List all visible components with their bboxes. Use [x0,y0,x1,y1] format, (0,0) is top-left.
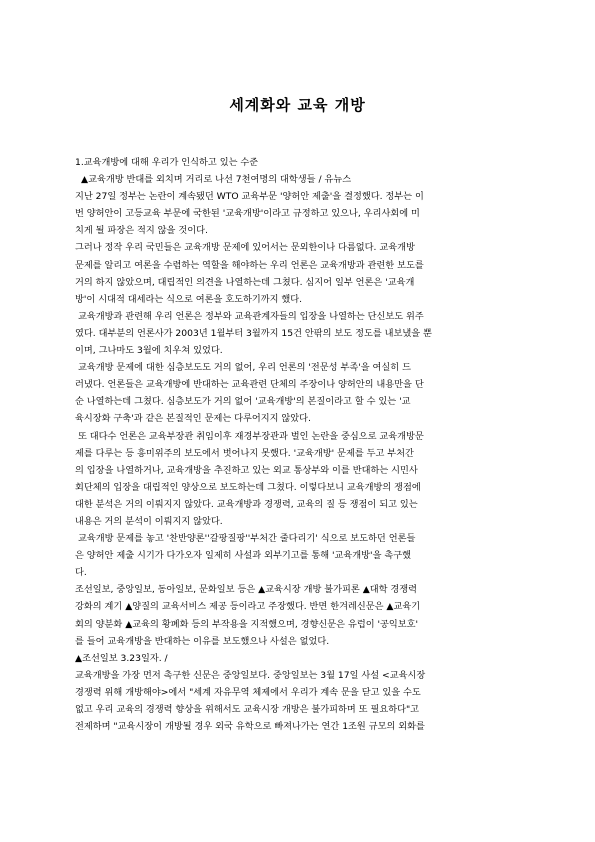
text-line: 회의 양분화 ▲교육의 황폐화 등의 부작용을 지적했으며, 경향신문은 유럽이 '공익보호' [75,618,419,630]
text-line: ▲교육개방 반대를 외치며 거리로 나선 7천여명의 대학생들 / 유뉴스 [81,174,352,186]
text-line: 경쟁력 위해 개방해야>에서 "세계 자유무역 체제에서 우리가 계속 문을 닫고 있을 수도 [75,686,421,698]
text-line: 순 나열하는데 그쳤다. 심층보도가 거의 없어 '교육개방'의 본질이라고 할 수 있는 '교 [75,396,411,408]
text-line: 교육개방 문제를 놓고 '찬반양론''갈팡질팡''부처간 줄다리기' 식으로 보도하던 언론들 [78,533,416,545]
text-line: 교육개방을 가장 먼저 촉구한 신문은 중앙일보다. 중앙일보는 3월 17일 사설 <교육시장 [75,669,426,681]
text-line: 또 대다수 언론은 교육부장관 취임이후 재경부장관과 벌인 논란을 중심으로 교육개방문 [78,430,424,442]
text-line: 러냈다. 언론들은 교육개방에 반대하는 교육관련 단체의 주장이나 양허안의 내용만을 단 [75,379,424,391]
text-line: 지난 27일 정부는 논란이 계속됐던 WTO 교육부문 '양허안 제출'을 결정했다. 정부는 이 [75,191,424,203]
text-line: 은 양허안 제출 시기가 다가오자 일제히 사설과 외부기고를 통해 '교육개방'을 촉구했 [75,550,412,562]
text-line: ▲조선일보 3.23일자. / [75,652,168,664]
text-line: 를 들어 교육개방을 반대하는 이유를 보도했으나 사설은 없었다. [75,635,330,647]
text-line: 전제하며 "교육시장이 개방될 경우 외국 유학으로 빠져나가는 연간 1조원 규모의 외화를 [75,721,425,733]
text-line: 번 양허안이 고등교육 부문에 국한된 '교육개방'이라고 규정하고 있으나, 우리사회에 미 [75,208,420,220]
text-line: 없고 우리 교육의 경쟁력 향상을 위해서도 교육시장 개방은 불가피하며 또 필요하다"고 [75,704,420,715]
text-line: 회단체의 입장을 대립적인 양상으로 보도하는데 그쳤다. 이렇다보니 교육개방의 쟁점에 [75,481,421,493]
text-line: 거의 하지 않았으며, 대립적인 의견을 나열하는데 그쳤다. 심지어 일부 언론은 '교육개 [75,276,415,288]
text-line: 내용은 거의 분석이 이뤄지지 않았다. [75,515,223,527]
document-title: 세계화와 교육 개방 [229,96,366,114]
text-line: 제를 다루는 등 흥미위주의 보도에서 벗어나지 못했다. '교육개방' 문제를 두고 부처간 [75,447,414,459]
text-line: 방'이 시대적 대세라는 식으로 여론을 호도하기까지 했다. [75,293,303,305]
text-line: 조선일보, 중앙일보, 동아일보, 문화일보 등은 ▲교육시장 개방 불가피론 ▲대학 경쟁력 [75,584,418,596]
text-line: 교육개방 문제에 대한 심층보도도 거의 없어, 우리 언론의 '전문성 부족'을 여실히 드 [78,362,411,374]
text-line: 다. [75,567,87,579]
text-line: 이며, 그나마도 3월에 치우쳐 있었다. [75,345,223,357]
document-body [75,154,525,735]
text-line: 의 입장을 나열하거나, 교육개방을 추진하고 있는 외교 통상부와 이를 반대하는 시민사 [75,464,418,476]
text-line: 육시장화 구축'과 같은 본질적인 문제는 다루어지지 않았다. [75,413,311,425]
text-line: 였다. 대부분의 언론사가 2003년 1월부터 3월까지 15건 안팎의 보도 정도를 내보냈을 뿐 [75,327,432,339]
text-line: 치게 될 파장은 적지 않을 것이다. [75,225,208,237]
text-line: 강화의 계기 ▲양질의 교육서비스 제공 등이라고 주장했다. 반면 한겨레신문은 ▲교육기 [75,601,421,613]
text-line: 그러나 정작 우리 국민들은 교육개방 문제에 있어서는 문외한이나 다름없다. 교육개방 [75,242,415,254]
text-line: 교육개방과 관련해 우리 언론은 정부와 교육관계자들의 입장을 나열하는 단신보도 위주 [78,310,424,322]
text-line: 대한 분석은 거의 이뤄지지 않았다. 교육개방과 경쟁력, 교육의 질 등 쟁점이 되고 있는 [75,498,418,510]
text-line: 1.교육개방에 대해 우리가 인식하고 있는 수준 [75,157,259,168]
text-line: 문제를 알리고 여론을 수렴하는 역할을 해야하는 우리 언론은 교육개방과 관련한 보도를 [75,259,424,271]
